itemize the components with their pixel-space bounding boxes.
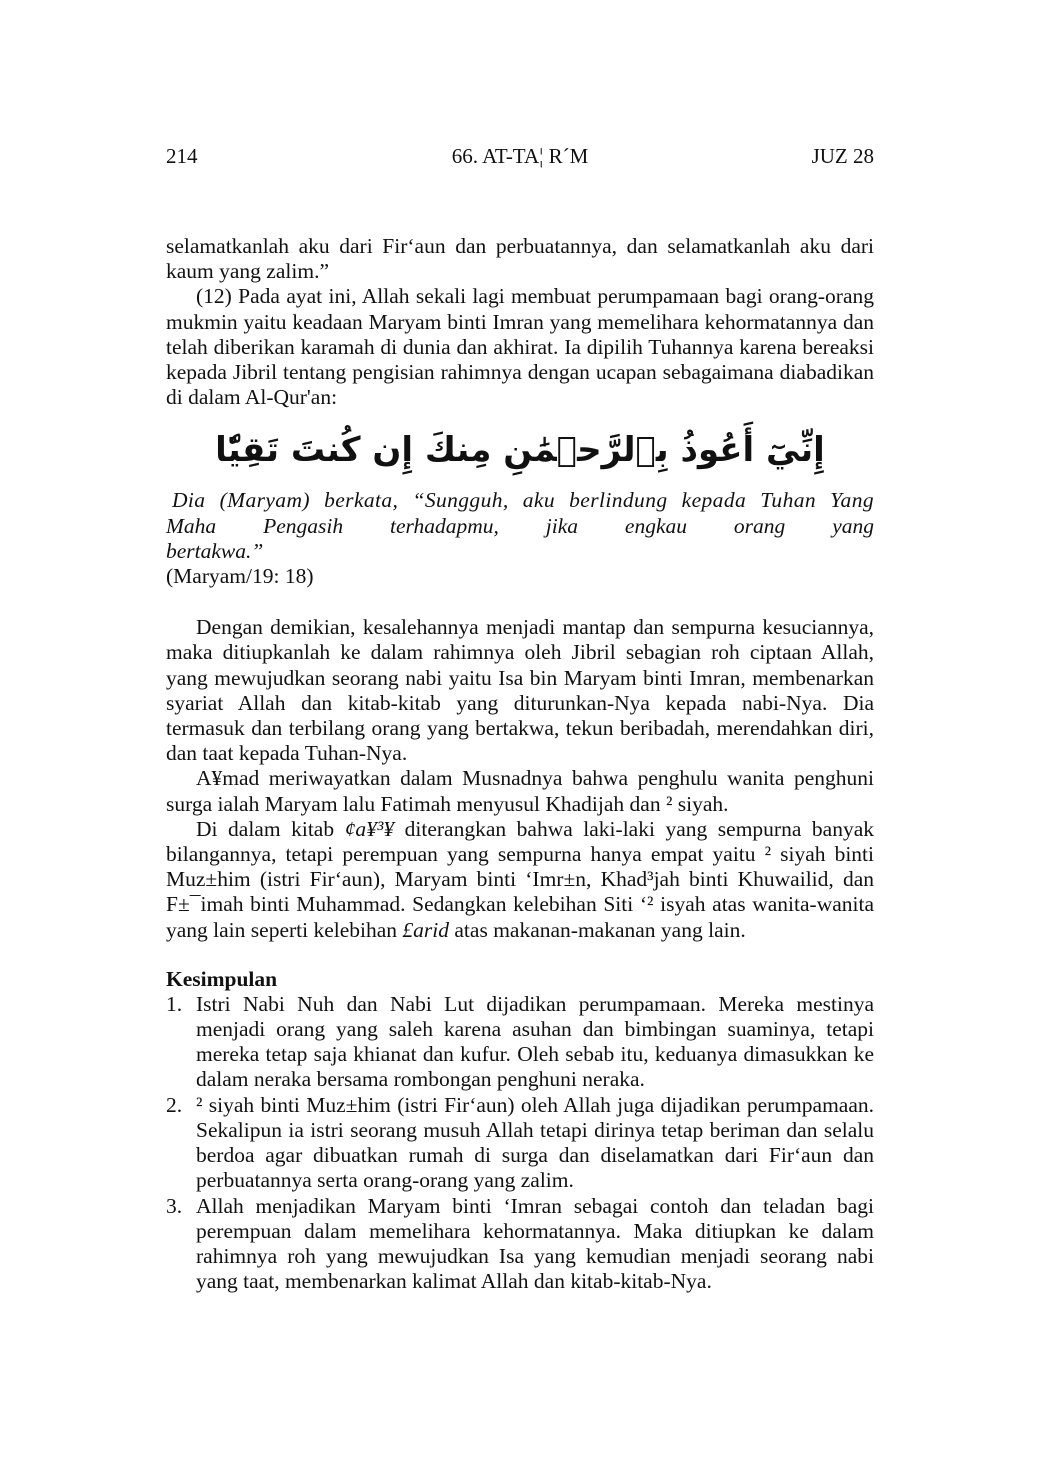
list-item-text: Istri Nabi Nuh dan Nabi Lut dijadikan perumpamaan. Mereka mestinya menjadi orang yang saleh karena asuhan dan bimbingan suaminya, tetapi mereka tetap saja khianat dan kufur. Oleh sebab itu, keduanya dimasukkan ke dalam neraka bersama rombongan penghuni neraka. [196,991,874,1092]
juz-label: JUZ 28 [811,144,874,168]
paragraph-3: Dengan demikian, kesalehannya menjadi mantap dan sempurna kesuciannya, maka ditiupkanlah ke dalam rahimnya oleh Jibril sebagian roh ciptaan Allah, yang mewujudkan seorang nabi yaitu Isa bin Maryam binti Imran, membenarkan syariat Allah dan kitab-kitab yang diturunkan-Nya kepada nabi-Nya. Dia termasuk dan terbilang orang yang bertakwa, tekun beribadah, merendahkan diri, dan taat kepada Tuhan-Nya. [166,615,874,766]
list-item [166,1194,874,1295]
arabic-verse: إِنِّيٓ أَعُوذُ بِٱلرَّحۡمَٰنِ مِنكَ إِن كُنتَ تَقِيّٗا [215,430,825,471]
page [166,144,874,1294]
list-item-number: 2. [166,1092,183,1117]
list-item [166,992,874,1093]
paragraph-5-part-1: Di dalam kitab [196,816,345,841]
verse-translation-line-2: Maha Pengasih terhadapmu, jika engkau orang yang bertakwa.” [166,513,874,563]
paragraph-1: selamatkanlah aku dari Fir‘aun dan perbuatannya, dan selamatkanlah aku dari kaum yang zalim.” [166,234,874,284]
list-item-number: 1. [166,991,183,1016]
paragraph-5-part-3: atas makanan-makanan yang lain. [449,917,746,942]
book-title: ¢a¥³¥ [344,816,395,841]
paragraph-2: (12) Pada ayat ini, Allah sekali lagi membuat perumpamaan bagi orang-orang mukmin yaitu keadaan Maryam binti Imran yang memelihara kehormatannya dan telah diberikan karamah di dunia dan akhirat. Ia dipilih Tuhannya karena bereaksi kepada Jibril tentang pengisian rahimnya dengan ucapan sebagaimana diabadikan di dalam Al-Qur'an: [166,284,874,410]
conclusion-heading: Kesimpulan [166,966,278,991]
running-head [166,144,874,174]
paragraph-5 [166,817,874,943]
paragraph-4: A¥mad meriwayatkan dalam Musnadnya bahwa penghulu wanita penghuni surga ialah Maryam lalu Fatimah menyusul Khadijah dan ² siyah. [166,766,874,816]
conclusion-list [166,992,874,1294]
food-name: £arid [402,917,450,942]
verse-reference: (Maryam/19: 18) [166,564,314,589]
verse-translation-line-1: Dia (Maryam) berkata, “Sungguh, aku berlindung kepada Tuhan Yang [172,488,874,513]
list-item [166,1093,874,1194]
list-item-text: Allah menjadikan Maryam binti ‘Imran sebagai contoh dan teladan bagi perempuan dalam memelihara kehormatannya. Maka ditiupkan ke dalam rahimnya roh yang mewujudkan Isa yang kemudian menjadi seorang nabi yang taat, membenarkan kalimat Allah dan kitab-kitab-Nya. [196,1193,874,1294]
list-item-number: 3. [166,1193,183,1218]
list-item-text: ² siyah binti Muz±him (istri Fir‘aun) oleh Allah juga dijadikan perumpamaan. Sekalipun ia istri seorang musuh Allah tetapi dirinya tetap beriman dan selalu berdoa agar dibuatkan rumah di surga dan diselamatkan dari Fir‘aun dan perbuatannya serta orang-orang yang zalim. [196,1092,874,1193]
paragraph-5-part-2: diterangkan bahwa laki-laki yang sempurna banyak bilangannya, tetapi perempuan yang sempurna hanya empat yaitu ² siyah binti Muz±him (istri Fir‘aun), Maryam binti ‘Imr±n, Khad³jah binti Khuwailid, dan F±¯imah binti Muhammad. Sedangkan kelebihan Siti ‘² isyah atas wanita-wanita yang lain seperti kelebihan [166,816,875,942]
page-number: 214 [166,144,198,168]
chapter-title: 66. AT-TA¦ R´M [451,144,589,168]
